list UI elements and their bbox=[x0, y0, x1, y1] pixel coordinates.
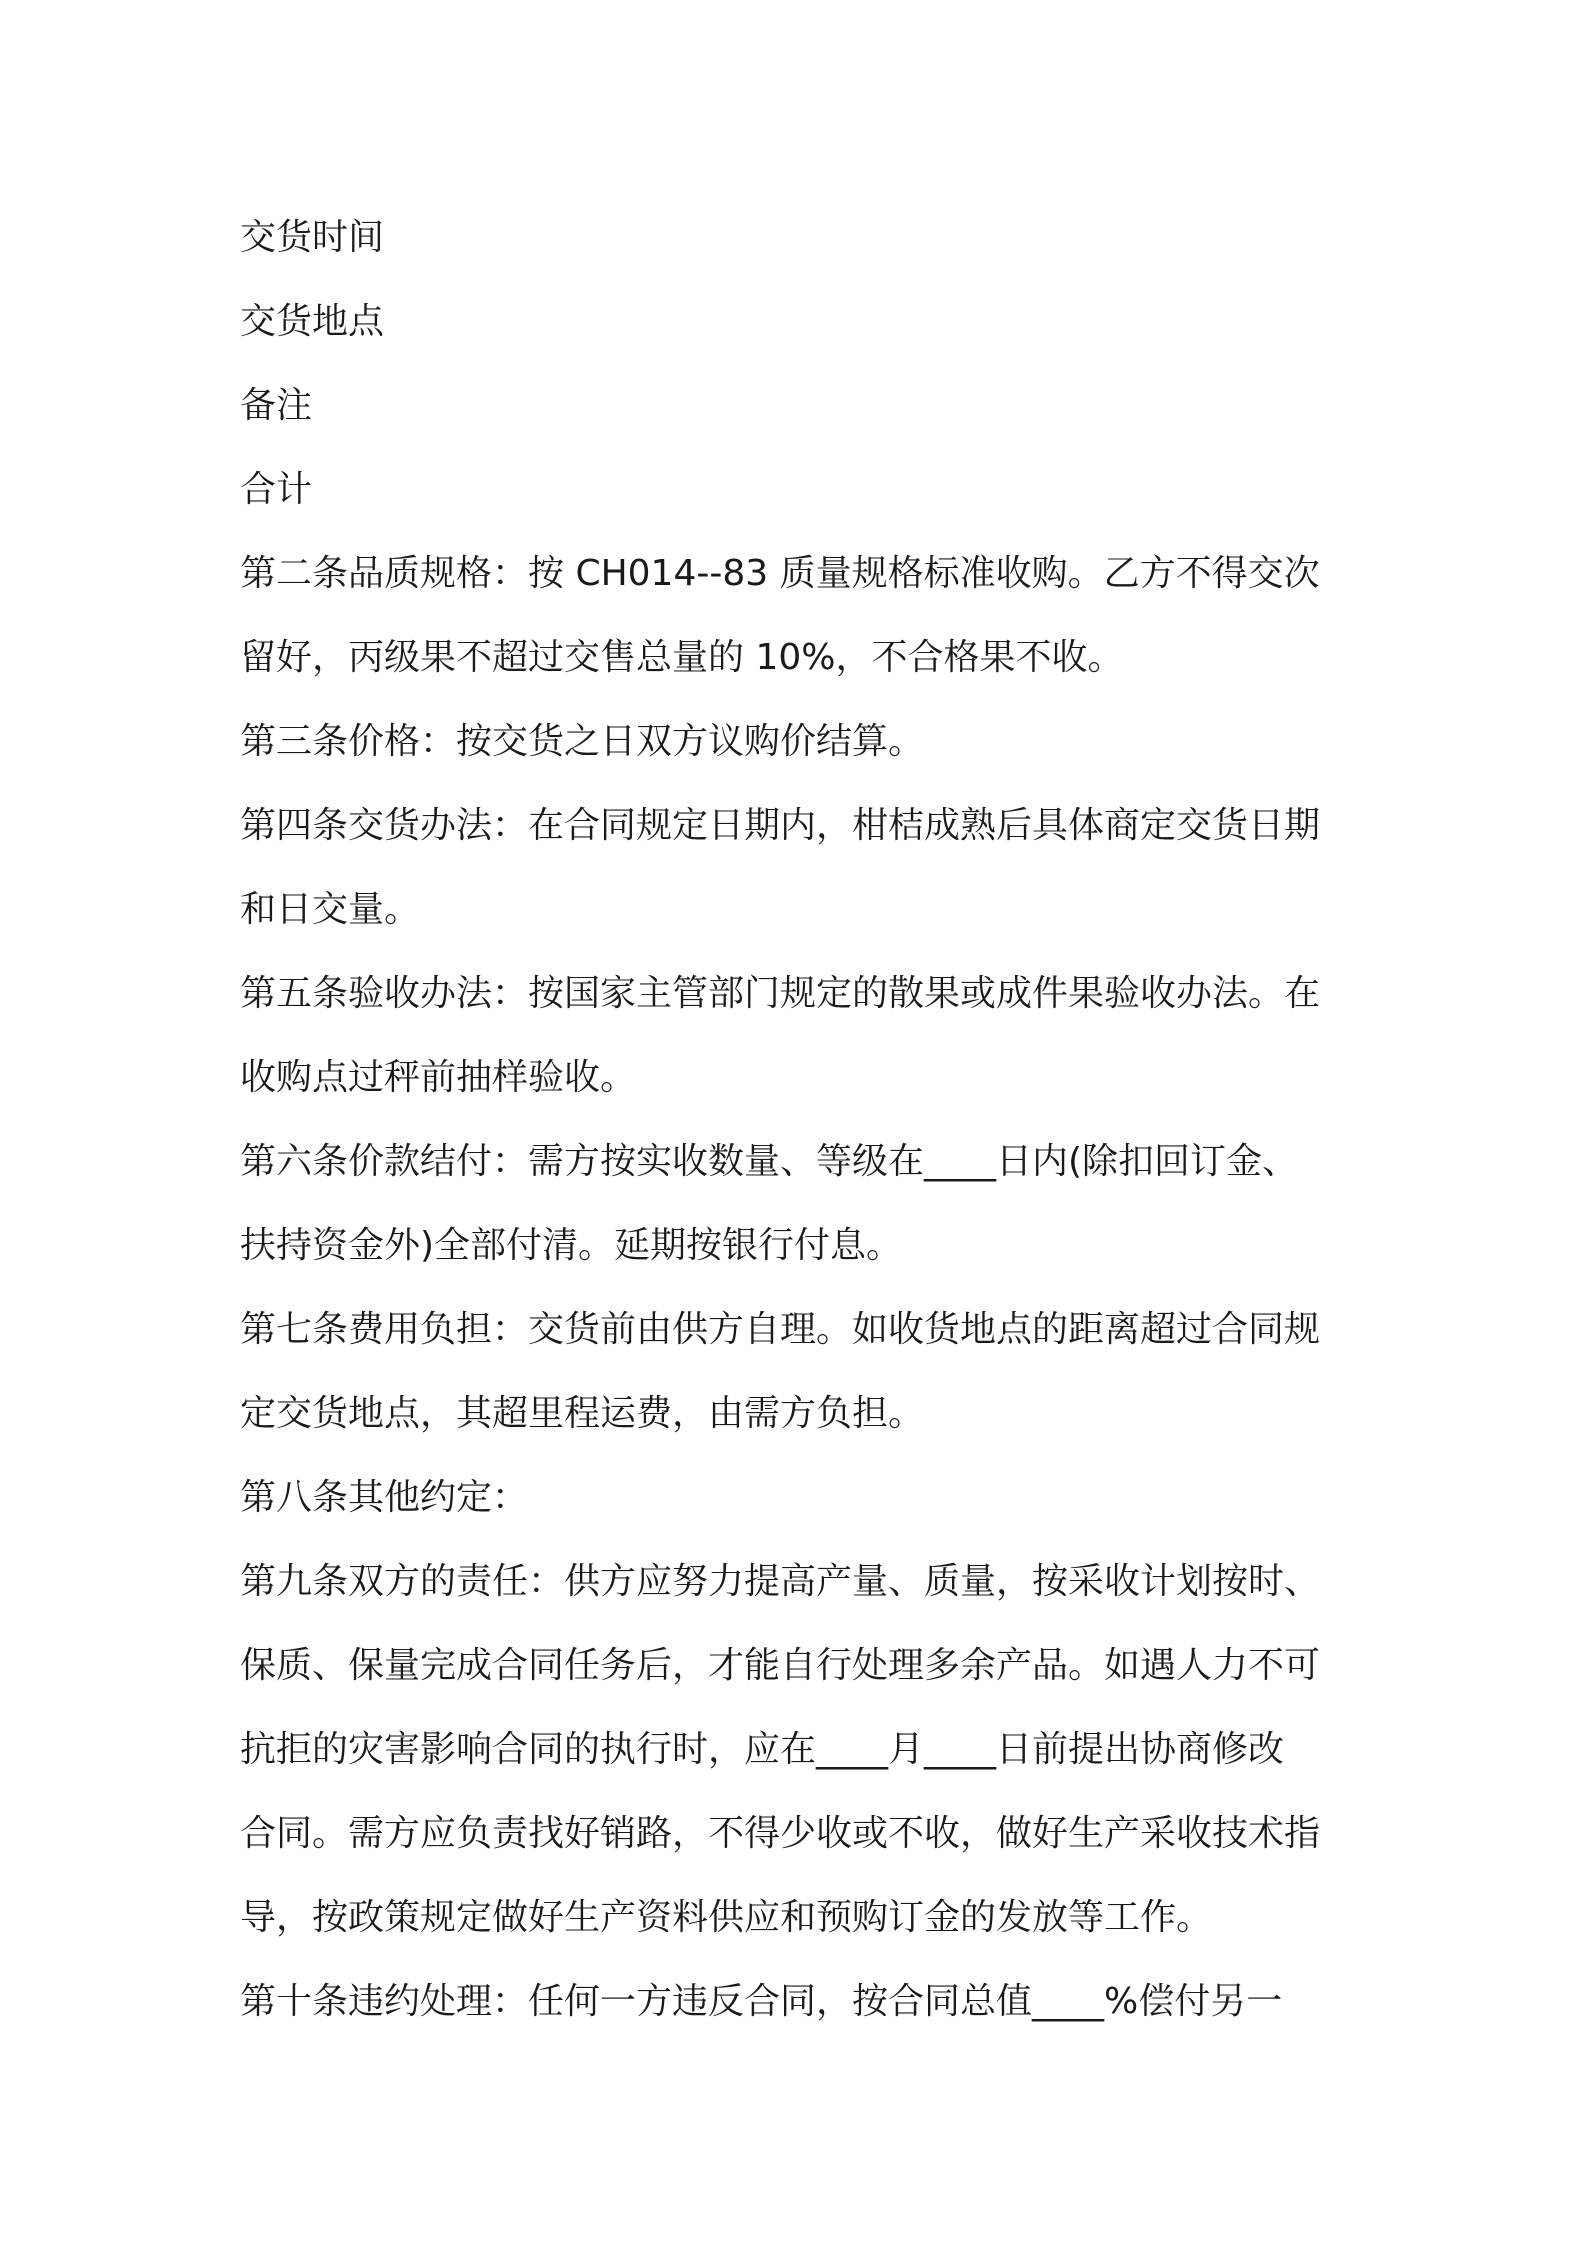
clause-4-line-2: 和日交量。 bbox=[240, 889, 421, 930]
clause-2-line-1: 第二条品质规格：按 CH014--83 质量规格标准收购。乙方不得交次 bbox=[240, 553, 1320, 594]
clause-6-line-1: 第六条价款结付：需方按实收数量、等级在____日内(除扣回订金、 bbox=[240, 1141, 1299, 1182]
clause-4-line-1: 第四条交货办法：在合同规定日期内，柑桔成熟后具体商定交货日期 bbox=[240, 805, 1321, 846]
field-delivery-time: 交货时间 bbox=[240, 217, 385, 258]
clause-6-line-2: 扶持资金外)全部付清。延期按银行付息。 bbox=[240, 1225, 903, 1266]
clause-5-line-2: 收购点过秤前抽样验收。 bbox=[240, 1057, 637, 1098]
field-delivery-place: 交货地点 bbox=[240, 301, 385, 342]
clause-10-line-1: 第十条违约处理：任何一方违反合同，按合同总值____%偿付另一 bbox=[240, 1981, 1283, 2022]
clause-7-line-2: 定交货地点，其超里程运费，由需方负担。 bbox=[240, 1393, 925, 1434]
clause-7-line-1: 第七条费用负担：交货前由供方自理。如收货地点的距离超过合同规 bbox=[240, 1309, 1321, 1350]
clause-3-line-1: 第三条价格：按交货之日双方议购价结算。 bbox=[240, 721, 925, 762]
clause-5-line-1: 第五条验收办法：按国家主管部门规定的散果或成件果验收办法。在 bbox=[240, 973, 1321, 1014]
clause-9-line-3: 抗拒的灾害影响合同的执行时，应在____月____日前提出协商修改 bbox=[240, 1729, 1285, 1770]
field-total: 合计 bbox=[240, 469, 313, 510]
field-remarks: 备注 bbox=[240, 385, 313, 426]
clause-9-line-1: 第九条双方的责任：供方应努力提高产量、质量，按采收计划按时、 bbox=[240, 1561, 1321, 1602]
document-body bbox=[240, 196, 1360, 2044]
clause-9-line-4: 合同。需方应负责找好销路，不得少收或不收，做好生产采收技术指 bbox=[240, 1813, 1321, 1854]
clause-2-line-2: 留好，丙级果不超过交售总量的 10%，不合格果不收。 bbox=[240, 637, 1124, 678]
clause-9-line-5: 导，按政策规定做好生产资料供应和预购订金的发放等工作。 bbox=[240, 1897, 1213, 1938]
clause-8-line-1: 第八条其他约定： bbox=[240, 1477, 529, 1518]
clause-9-line-2: 保质、保量完成合同任务后，才能自行处理多余产品。如遇人力不可 bbox=[240, 1645, 1321, 1686]
